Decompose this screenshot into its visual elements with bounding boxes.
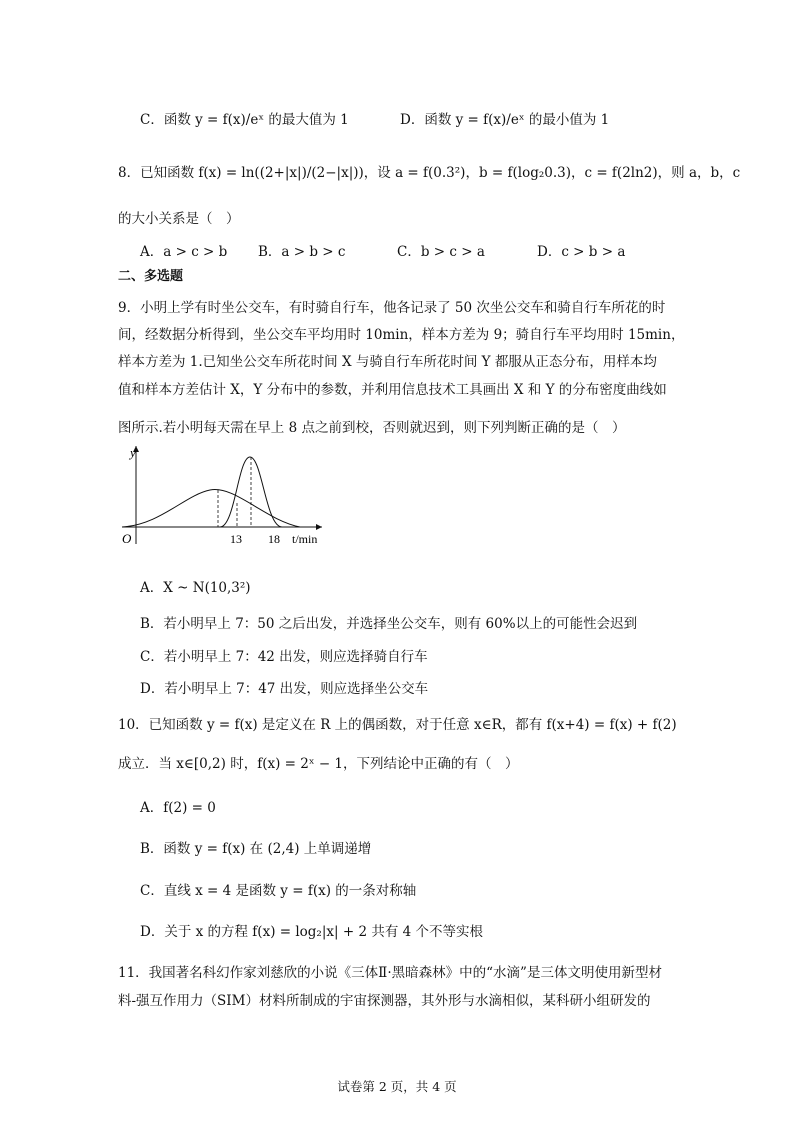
origin-label: O — [122, 531, 132, 546]
q11-line2: 料-强互作用力（SIM）材料所制成的宇宙探测器，其外形与水滴相似，某科研小组研发的 — [118, 993, 651, 1009]
q9-option-c: C．若小明早上 7：42 出发，则应选择骑自行车 — [140, 649, 428, 665]
q10-line2: 成立．当 x∈[0,2) 时，f(x) = 2ˣ − 1，下列结论中正确的有（ ） — [118, 756, 519, 772]
q8-option-c: C．b > c > a — [397, 244, 485, 260]
q11-line1: 11．我国著名科幻作家刘慈欣的小说《三体Ⅱ·黑暗森林》中的“水滴”是三体文明使用新型材 — [118, 965, 662, 981]
bus-density-curve — [122, 490, 300, 527]
q10-line1: 10．已知函数 y = f(x) 是定义在 R 上的偶函数，对于任意 x∈R，都有 f(x+4) = f(x) + f(2) — [118, 717, 677, 733]
section-heading: 二、多选题 — [118, 269, 184, 284]
q8-option-d: D．c > b > a — [537, 244, 626, 260]
q10-option-c: C．直线 x = 4 是函数 y = f(x) 的一条对称轴 — [140, 883, 417, 899]
q9-line4: 值和样本方差估计 X，Y 分布中的参数，并利用信息技术工具画出 X 和 Y 的分布密度曲线如 — [118, 382, 667, 398]
tick-label-18: 18 — [268, 532, 280, 546]
q8-stem-line1: 8．已知函数 f(x) = ln((2+|x|)/(2−|x|))，设 a = f(0.3²)，b = f(log₂0.3)，c = f(2ln2)，则 a，b，c — [118, 165, 741, 181]
y-axis-label: y — [130, 445, 136, 460]
q9-option-a: A．X ~ N(10,3²) — [140, 580, 251, 596]
q7-option-c: C．函数 y = f(x)/eˣ 的最大值为 1 — [140, 112, 349, 128]
q10-option-b: B．函数 y = f(x) 在 (2,4) 上单调递增 — [140, 841, 372, 857]
q7-option-d: D．函数 y = f(x)/eˣ 的最小值为 1 — [400, 112, 610, 128]
q9-option-b: B．若小明早上 7：50 之后出发，并选择坐公交车，则有 60%以上的可能性会迟到 — [140, 616, 638, 632]
q9-option-d: D．若小明早上 7：47 出发，则应选择坐公交车 — [140, 681, 429, 697]
q8-option-a: A．a > c > b — [140, 244, 228, 260]
q9-line2: 间，经数据分析得到，坐公交车平均用时 10min，样本方差为 9；骑自行车平均用时 15min， — [118, 327, 685, 343]
distribution-figure — [110, 440, 350, 552]
q10-option-d: D．关于 x 的方程 f(x) = log₂|x| + 2 共有 4 个不等实根 — [140, 924, 484, 940]
q10-option-a: A．f(2) = 0 — [140, 800, 216, 816]
q9-line1: 9．小明上学有时坐公交车，有时骑自行车，他各记录了 50 次坐公交车和骑自行车所花的时 — [118, 300, 666, 316]
page-footer: 试卷第 2 页，共 4 页 — [337, 1079, 457, 1094]
q9-line5: 图所示.若小明每天需在早上 8 点之前到校，否则就迟到，则下列判断正确的是（ ） — [118, 420, 626, 436]
q8-stem-line2: 的大小关系是（ ） — [118, 211, 240, 227]
x-axis-label: t/min — [292, 532, 318, 546]
tick-label-13: 13 — [230, 532, 242, 546]
q9-line3: 样本方差为 1.已知坐公交车所花时间 X 与骑自行车所花时间 Y 都服从正态分布，用样本均 — [118, 354, 657, 370]
q8-option-b: B．a > b > c — [258, 244, 346, 260]
